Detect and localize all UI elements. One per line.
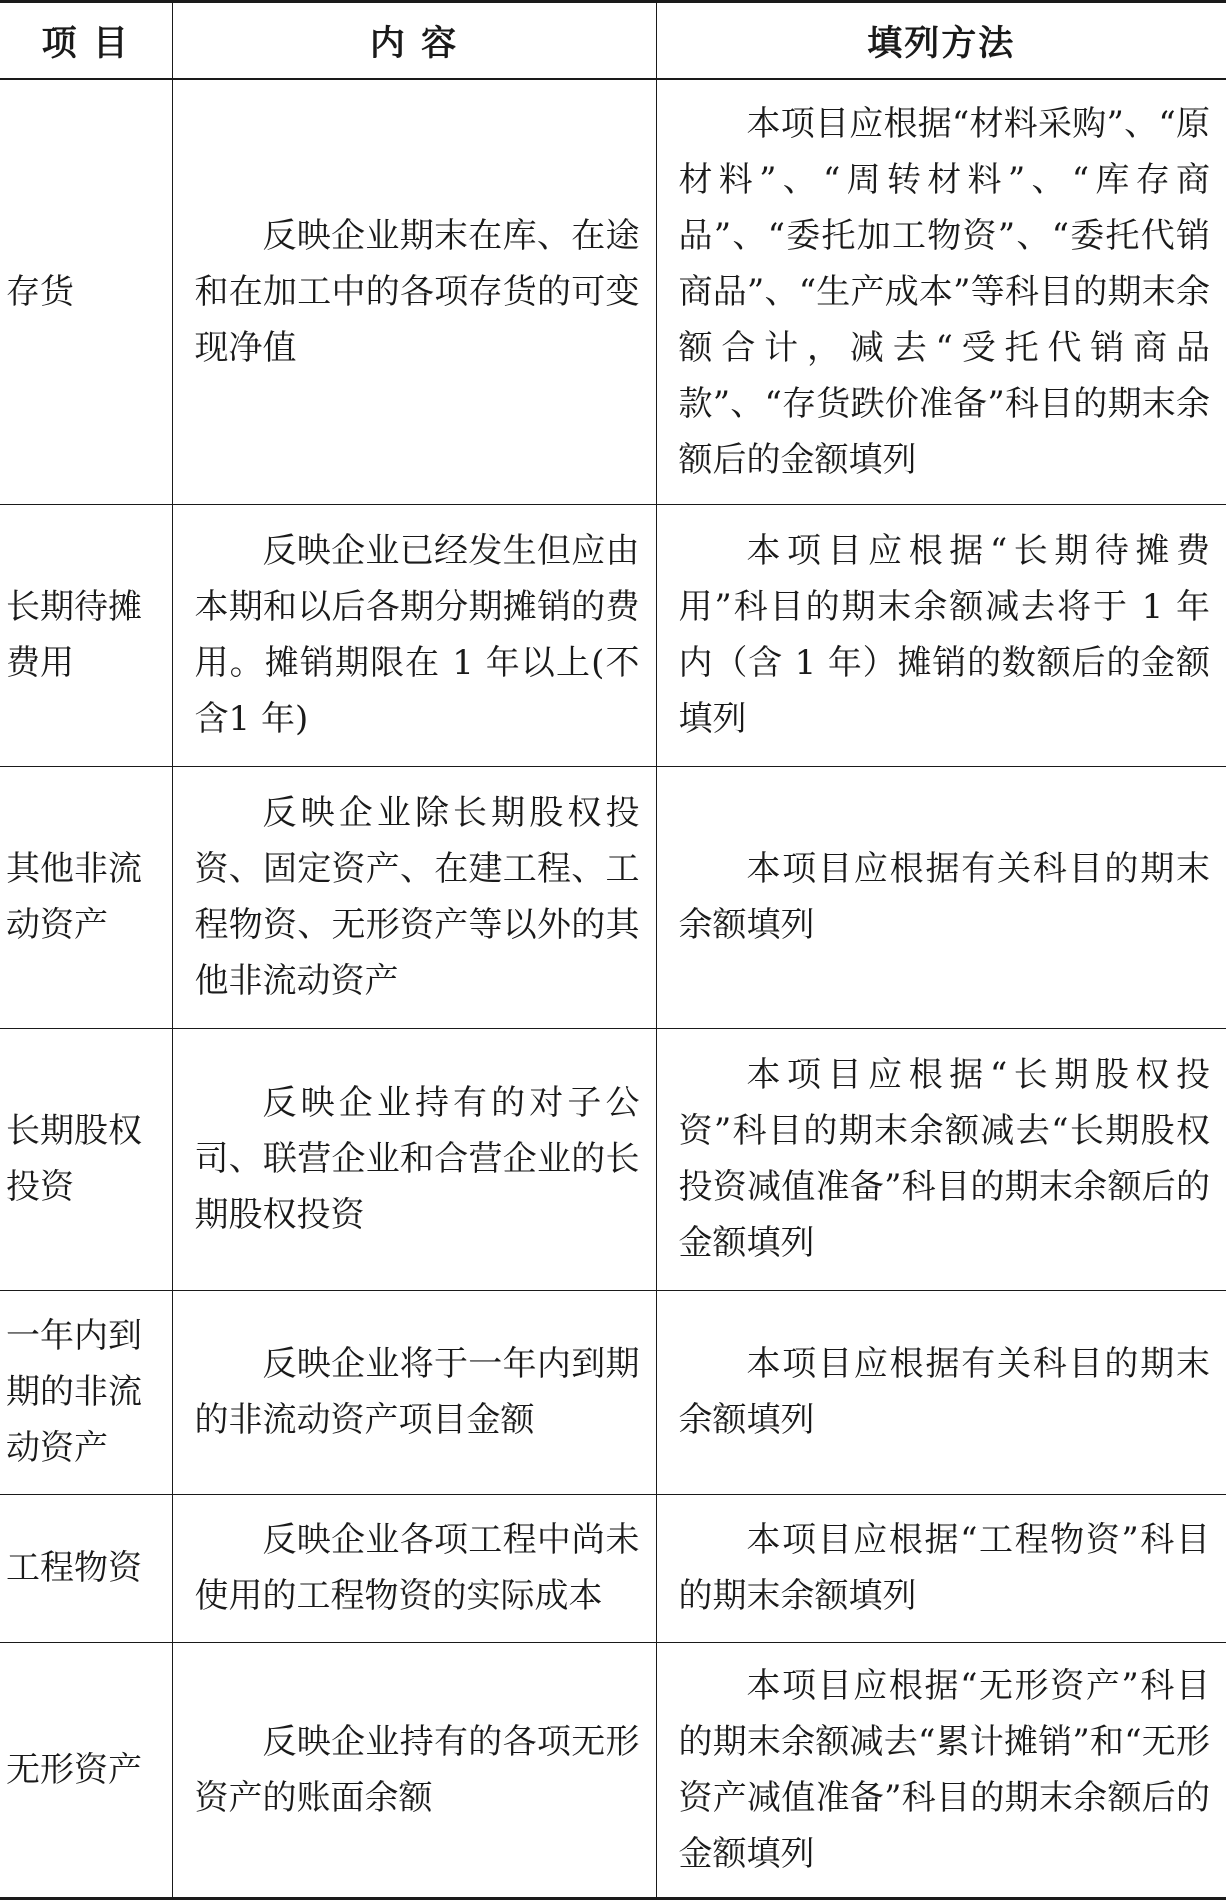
row-method-cell: 本项目应根据“无形资产”科目的期末余额减去“累计摊销”和“无形资产减值准备”科目的期末余额后的金额填列 (656, 1642, 1226, 1897)
header-row (0, 3, 1226, 79)
row-method-cell: 本项目应根据有关科目的期末余额填列 (656, 766, 1226, 1028)
asset-items-table (0, 3, 1226, 1897)
row-method-cell: 本项目应根据“工程物资”科目的期末余额填列 (656, 1494, 1226, 1642)
row-method-cell: 本项目应根据“材料采购”、“原材料”、“周转材料”、“库存商品”、“委托加工物资”、“委托代销商品”、“生产成本”等科目的期末余额合计，减去“受托代销商品款”、“存货跌价准备”科目的期末余额后的金额填列 (656, 79, 1226, 504)
table-header (0, 3, 1226, 79)
row-content-cell: 反映企业已经发生但应由本期和以后各期分期摊销的费用。摊销期限在 1 年以上(不含1 年) (172, 504, 656, 766)
row-item-cell: 长期待摊费用 (0, 504, 172, 766)
row-item-cell: 工程物资 (0, 1494, 172, 1642)
row-content-cell: 反映企业持有的对子公司、联营企业和合营企业的长期股权投资 (172, 1028, 656, 1290)
row-item-cell: 一年内到期的非流动资产 (0, 1290, 172, 1494)
table-row (0, 1028, 1226, 1290)
table-row (0, 504, 1226, 766)
row-item-cell: 无形资产 (0, 1642, 172, 1897)
row-method-cell: 本项目应根据“长期待摊费用”科目的期末余额减去将于 1 年内（含 1 年）摊销的数额后的金额填列 (656, 504, 1226, 766)
header-method: 填列方法 (656, 3, 1226, 79)
row-method-cell: 本项目应根据“长期股权投资”科目的期末余额减去“长期股权投资减值准备”科目的期末余额后的金额填列 (656, 1028, 1226, 1290)
table-row (0, 1290, 1226, 1494)
table-row (0, 79, 1226, 504)
table-row (0, 1494, 1226, 1642)
header-content: 内 容 (172, 3, 656, 79)
row-item-cell: 存货 (0, 79, 172, 504)
header-item: 项 目 (0, 3, 172, 79)
row-method-cell: 本项目应根据有关科目的期末余额填列 (656, 1290, 1226, 1494)
row-item-cell: 长期股权投资 (0, 1028, 172, 1290)
row-content-cell: 反映企业将于一年内到期的非流动资产项目金额 (172, 1290, 656, 1494)
table-row (0, 766, 1226, 1028)
row-content-cell: 反映企业期末在库、在途和在加工中的各项存货的可变现净值 (172, 79, 656, 504)
row-content-cell: 反映企业各项工程中尚未使用的工程物资的实际成本 (172, 1494, 656, 1642)
table-row (0, 1642, 1226, 1897)
row-content-cell: 反映企业除长期股权投资、固定资产、在建工程、工程物资、无形资产等以外的其他非流动资产 (172, 766, 656, 1028)
row-item-cell: 其他非流动资产 (0, 766, 172, 1028)
table-body (0, 79, 1226, 1897)
row-content-cell: 反映企业持有的各项无形资产的账面余额 (172, 1642, 656, 1897)
